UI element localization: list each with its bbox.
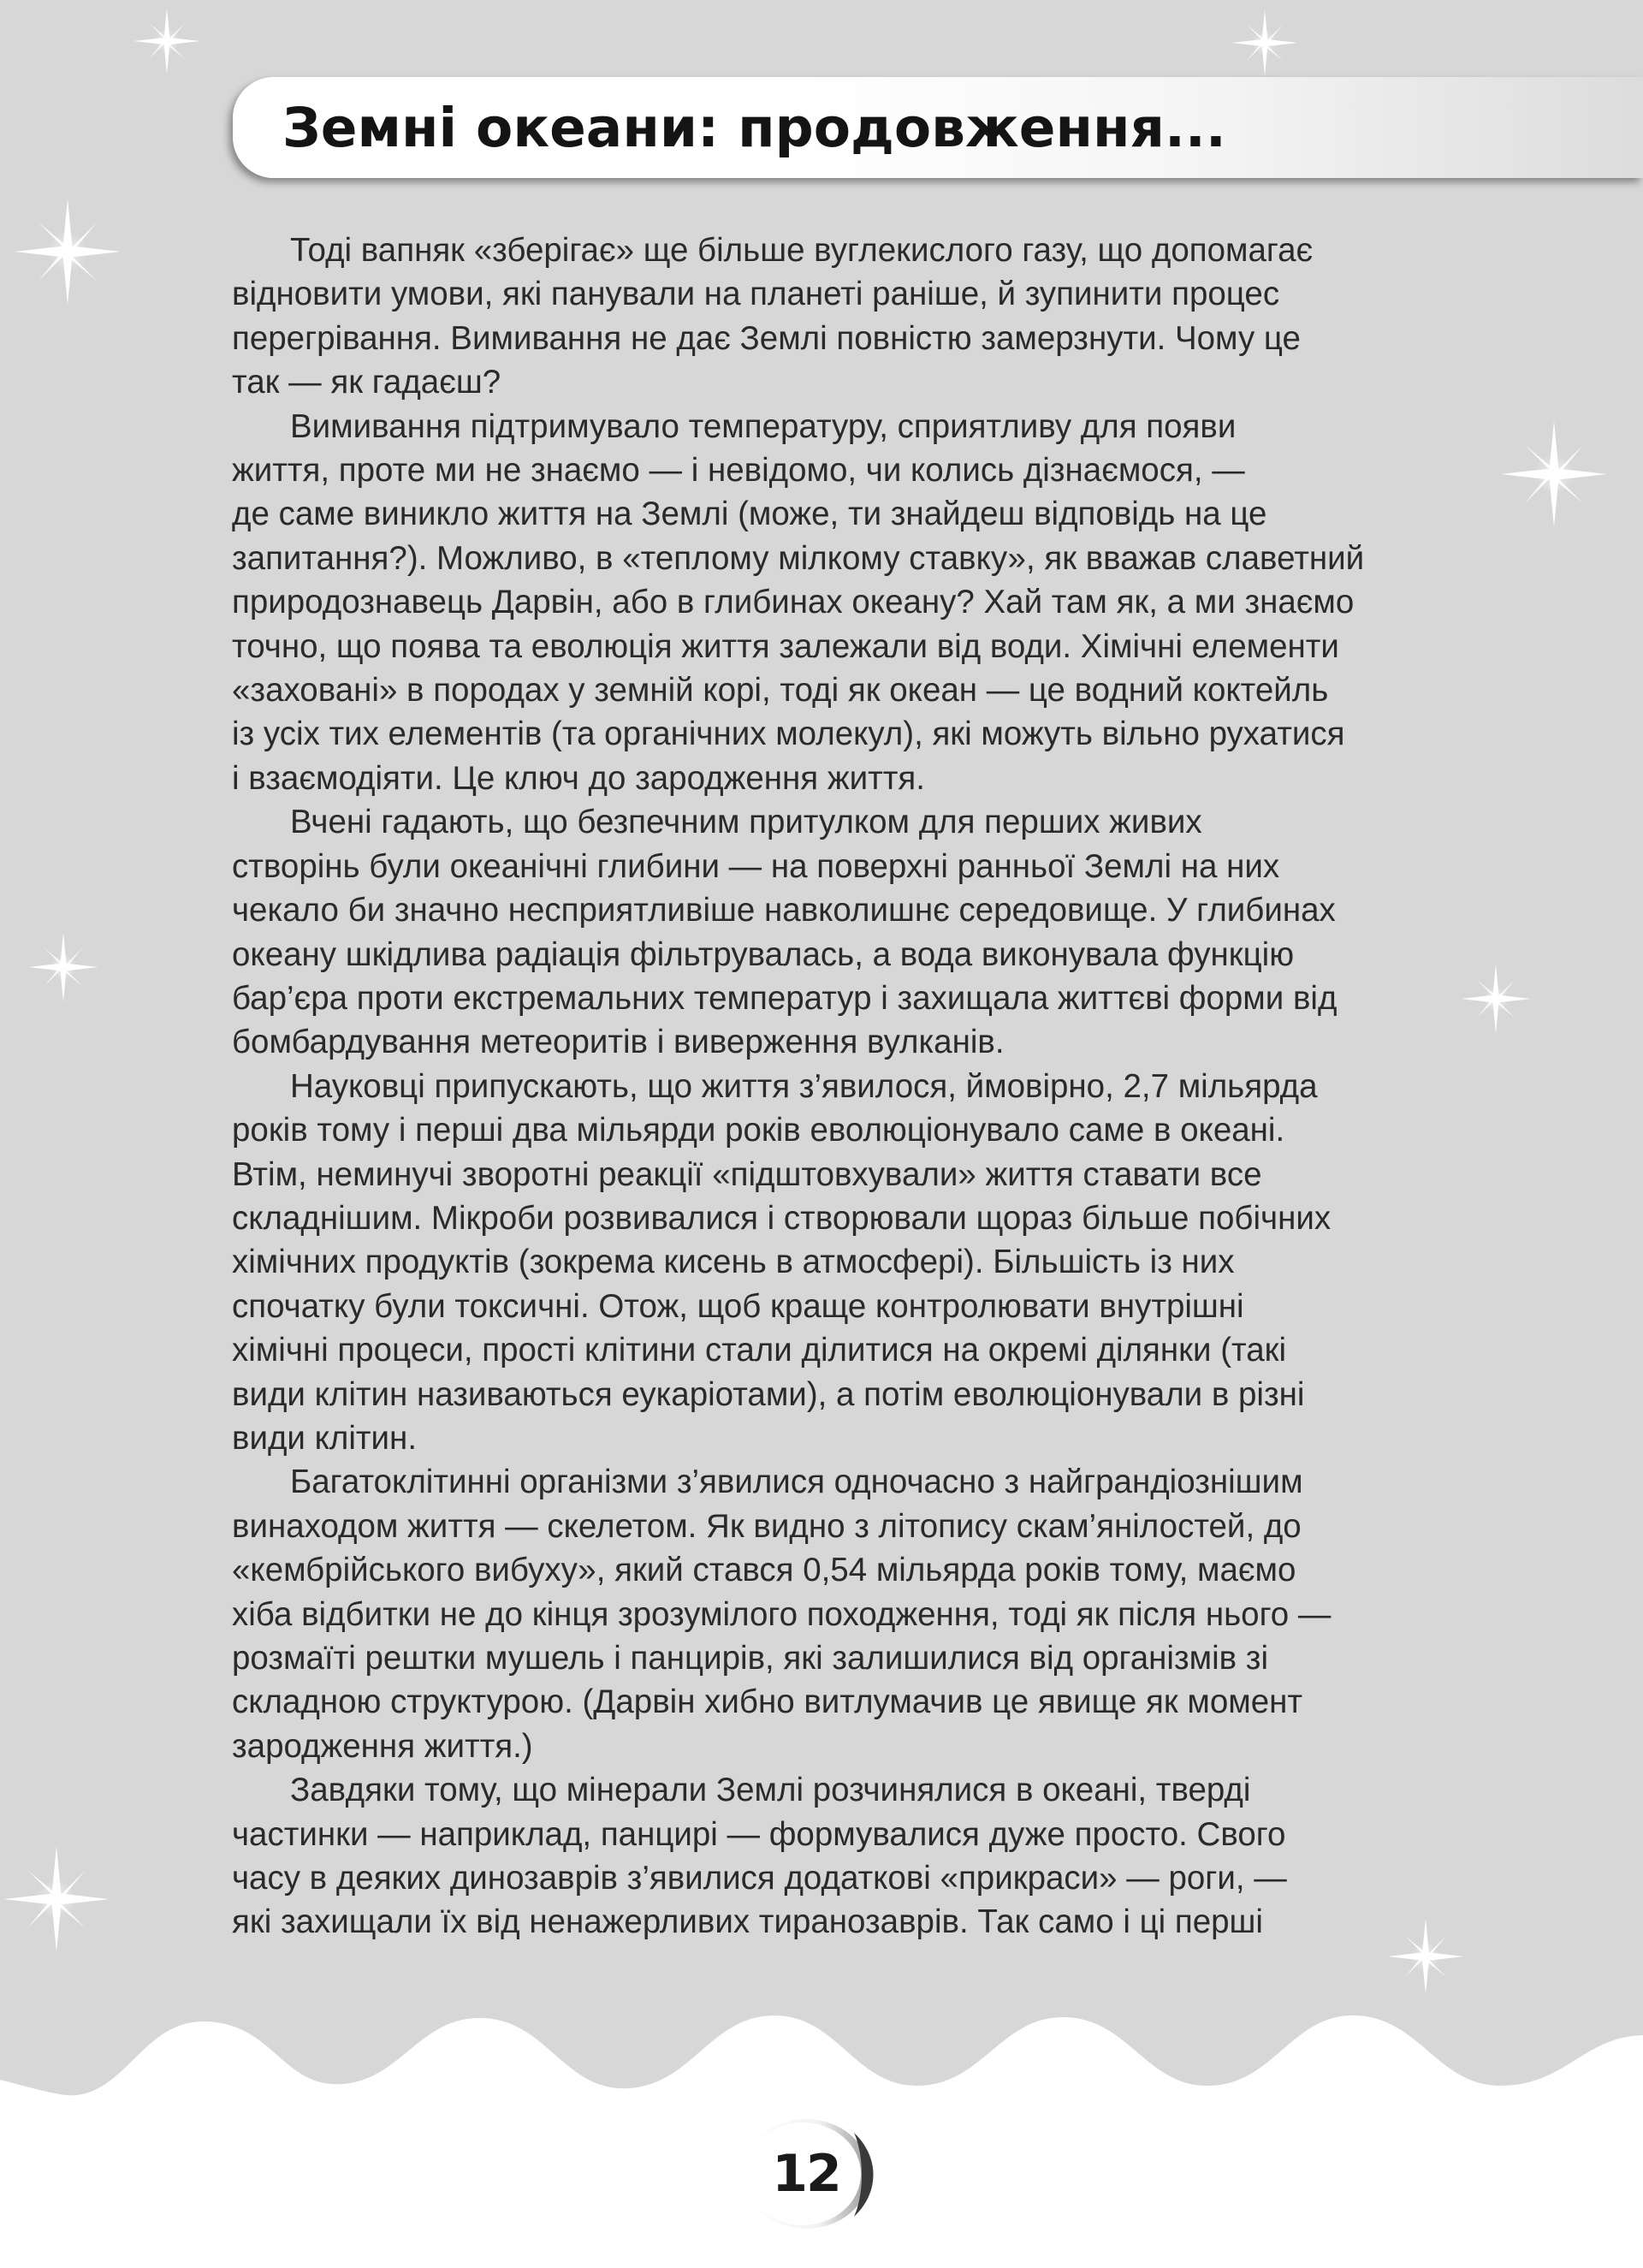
text-line: частинки — наприклад, панцирі — формувалися дуже просто. Свого	[232, 1815, 1286, 1853]
text-line: точно, що поява та еволюція життя залежали від води. Хімічні елементи	[232, 627, 1339, 665]
text-line: природознавець Дарвін, або в глибинах океану? Хай там як, а ми знаємо	[232, 584, 1355, 621]
text-line: і взаємодіяти. Це ключ до зародження життя.	[232, 759, 925, 797]
text-line: спочатку були токсичні. Отож, щоб краще контролювати внутрішні	[232, 1287, 1244, 1325]
text-line: Багатоклітинні організми з’явилися одночасно з найграндіознішим	[290, 1464, 1303, 1501]
text-line: життя, проте ми не знаємо — і невідомо, чи колись дізнаємося, —	[232, 452, 1245, 490]
text-line: Вчені гадають, що безпечним притулком для перших живих	[290, 804, 1202, 841]
text-line: бомбардування метеоритів і виверження вулканів.	[232, 1024, 1005, 1061]
text-line: хіба відбитки не до кінця зрозумілого походження, тоді як після нього —	[232, 1595, 1332, 1633]
text-line: складною структурою. (Дарвін хибно витлумачив це явище як момент	[232, 1683, 1303, 1721]
paragraph	[232, 229, 1447, 405]
text-line: із усіх тих елементів (та органічних молекул), які можуть вільно рухатися	[232, 715, 1345, 753]
text-line: Втім, неминучі зворотні реакції «підштовхували» життя ставати все	[232, 1155, 1262, 1193]
text-line: чекало би значно несприятливіше навколишнє середовище. У глибинах	[232, 892, 1336, 929]
text-line: винаходом життя — скелетом. Як видно з літопису скам’янілостей, до	[232, 1507, 1302, 1545]
text-line: років тому і перші два мільярди років еволюціонувало саме в океані.	[232, 1112, 1285, 1149]
text-line: так — як гадаєш?	[232, 364, 501, 401]
paragraph	[232, 405, 1447, 801]
text-line: бар’єра проти екстремальних температур і захищала життєві форми від	[232, 979, 1338, 1017]
paragraph	[232, 1768, 1447, 1944]
text-line: види клітин.	[232, 1419, 418, 1457]
page-number: 12	[772, 2144, 840, 2204]
text-line: Науковці припускають, що життя з’явилося, ймовірно, 2,7 мільярда	[290, 1067, 1318, 1105]
paragraph	[232, 1460, 1447, 1768]
text-line: складнішим. Мікроби розвивалися і створювали щораз більше побічних	[232, 1199, 1332, 1237]
text-line: «кембрійського вибуху», який стався 0,54 мільярда років тому, маємо	[232, 1552, 1296, 1589]
text-line: Тоді вапняк «зберігає» ще більше вуглекислого газу, що допомагає	[290, 232, 1314, 269]
paragraph	[232, 1065, 1447, 1461]
text-line: створінь були океанічні глибини — на поверхні ранньої Землі на них	[232, 847, 1280, 885]
text-line: «заховані» в породах у земній корі, тоді як океан — це водний коктейль	[232, 672, 1329, 709]
text-line: відновити умови, які панували на планеті раніше, й зупинити процес	[232, 276, 1280, 313]
text-line: Вимивання підтримувало температуру, сприятливу для появи	[290, 407, 1237, 445]
text-line: зародження життя.)	[232, 1727, 533, 1765]
text-line: види клітин називаються еукаріотами), а потім еволюціонували в різні	[232, 1375, 1305, 1413]
article-body	[232, 229, 1447, 1944]
page-title: Земні океани: продовження...	[282, 97, 1226, 159]
text-line: часу в деяких динозаврів з’явилися додаткові «прикраси» — роги, —	[232, 1860, 1287, 1897]
text-line: розмаїті рештки мушель і панцирів, які залишилися від організмів зі	[232, 1640, 1269, 1677]
text-line: океану шкідлива радіація фільтрувалась, а вода виконувала функцію	[232, 935, 1295, 973]
text-line: які захищали їх від ненажерливих тиранозаврів. Так само і ці перші	[232, 1903, 1263, 1941]
text-line: перегрівання. Вимивання не дає Землі повністю замерзнути. Чому це	[232, 319, 1301, 357]
text-line: Завдяки тому, що мінерали Землі розчинялися в океані, тверді	[290, 1772, 1251, 1809]
paragraph	[232, 800, 1447, 1064]
text-line: хімічних продуктів (зокрема кисень в атмосфері). Більшість із них	[232, 1244, 1235, 1281]
text-line: хімічні процеси, прості клітини стали ділитися на окремі ділянки (такі	[232, 1332, 1287, 1369]
text-line: запитання?). Можливо, в «теплому мілкому ставку», як вважав славетний	[232, 539, 1365, 577]
text-line: де саме виникло життя на Землі (може, ти знайдеш відповідь на це	[232, 496, 1267, 533]
